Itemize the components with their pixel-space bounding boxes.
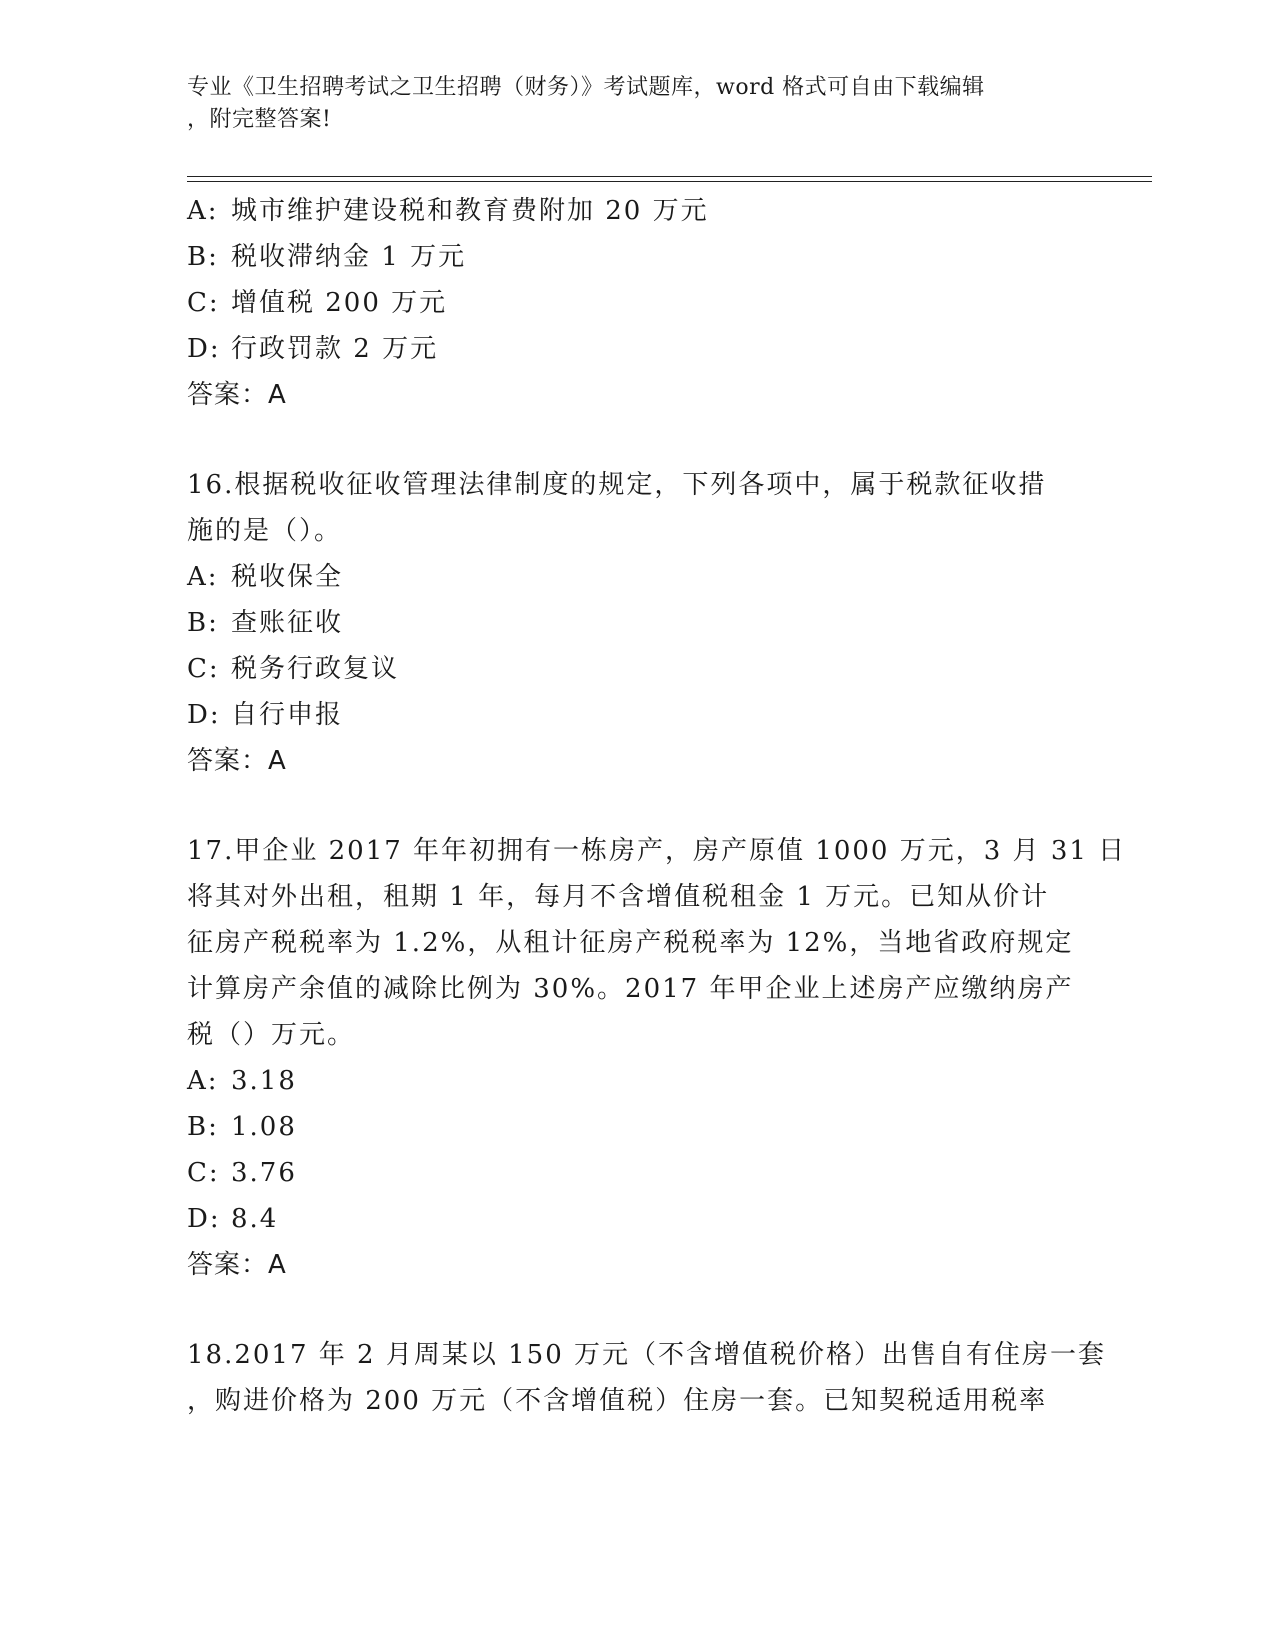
option-text: 行政罚款 2 万元 (231, 334, 439, 364)
question-16 (187, 462, 1087, 784)
option-a (187, 554, 1087, 600)
option-key: B: (187, 1112, 219, 1142)
option-c (187, 280, 1087, 326)
option-text: 税务行政复议 (231, 654, 400, 684)
option-key: D: (187, 1204, 221, 1234)
question-stem-line: 16.根据税收征收管理法律制度的规定，下列各项中，属于税款征收措 (187, 470, 1047, 500)
question-stem-line: 征房产税税率为 1.2%，从租计征房产税税率为 12%，当地省政府规定 (187, 928, 1074, 958)
option-key: C: (187, 1158, 220, 1188)
option-c (187, 1150, 1087, 1196)
answer-line: 答案：A (187, 380, 287, 410)
option-key: C: (187, 654, 220, 684)
option-text: 1.08 (231, 1112, 297, 1142)
question-17 (187, 828, 1127, 1288)
option-text: 增值税 200 万元 (231, 288, 448, 318)
option-text: 税收滞纳金 1 万元 (231, 242, 467, 272)
answer-line: 答案：A (187, 1250, 287, 1280)
question-stem (187, 828, 1127, 1058)
question-18 (187, 1332, 1107, 1424)
header-line-2: ，附完整答案! (187, 107, 332, 132)
option-text: 3.76 (231, 1158, 297, 1188)
option-key: D: (187, 700, 221, 730)
question-stem (187, 462, 1087, 554)
question-stem-line: 17.甲企业 2017 年年初拥有一栋房产，房产原值 1000 万元，3 月 31 日 (187, 836, 1127, 866)
option-b (187, 234, 1087, 280)
option-key: C: (187, 288, 220, 318)
option-key: A: (187, 196, 219, 226)
question-stem-line: 税（）万元。 (187, 1020, 356, 1050)
option-a (187, 188, 1087, 234)
option-text: 自行申报 (231, 700, 344, 730)
question-stem-line: 18.2017 年 2 月周某以 150 万元（不含增值税价格）出售自有住房一套 (187, 1340, 1107, 1370)
option-d (187, 1196, 1087, 1242)
question-stem-line: 将其对外出租，租期 1 年，每月不含增值税租金 1 万元。已知从价计 (187, 882, 1050, 912)
header-divider-bottom (187, 181, 1152, 182)
question-stem (187, 1332, 1107, 1424)
question-stem-line: ，购进价格为 200 万元（不含增值税）住房一套。已知契税适用税率 (187, 1386, 1048, 1416)
option-a (187, 1058, 1087, 1104)
option-text: 8.4 (231, 1204, 279, 1234)
option-c (187, 646, 1087, 692)
option-key: A: (187, 562, 219, 592)
option-text: 查账征收 (231, 608, 344, 638)
option-b (187, 600, 1087, 646)
option-b (187, 1104, 1087, 1150)
header-divider-top (187, 176, 1152, 177)
option-text: 税收保全 (231, 562, 344, 592)
option-key: D: (187, 334, 221, 364)
question-content (187, 188, 1127, 1424)
document-header (187, 72, 1067, 136)
option-key: B: (187, 608, 219, 638)
answer-line: 答案：A (187, 746, 287, 776)
question-15-options (187, 188, 1087, 418)
question-stem-line: 施的是（）。 (187, 516, 343, 546)
option-text: 城市维护建设税和教育费附加 20 万元 (231, 196, 709, 226)
option-d (187, 692, 1087, 738)
option-d (187, 326, 1087, 372)
option-key: B: (187, 242, 219, 272)
option-text: 3.18 (231, 1066, 297, 1096)
header-line-1: 专业《卫生招聘考试之卫生招聘（财务）》考试题库，word 格式可自由下载编辑 (187, 75, 985, 100)
option-key: A: (187, 1066, 219, 1096)
question-stem-line: 计算房产余值的减除比例为 30%。2017 年甲企业上述房产应缴纳房产 (187, 974, 1074, 1004)
